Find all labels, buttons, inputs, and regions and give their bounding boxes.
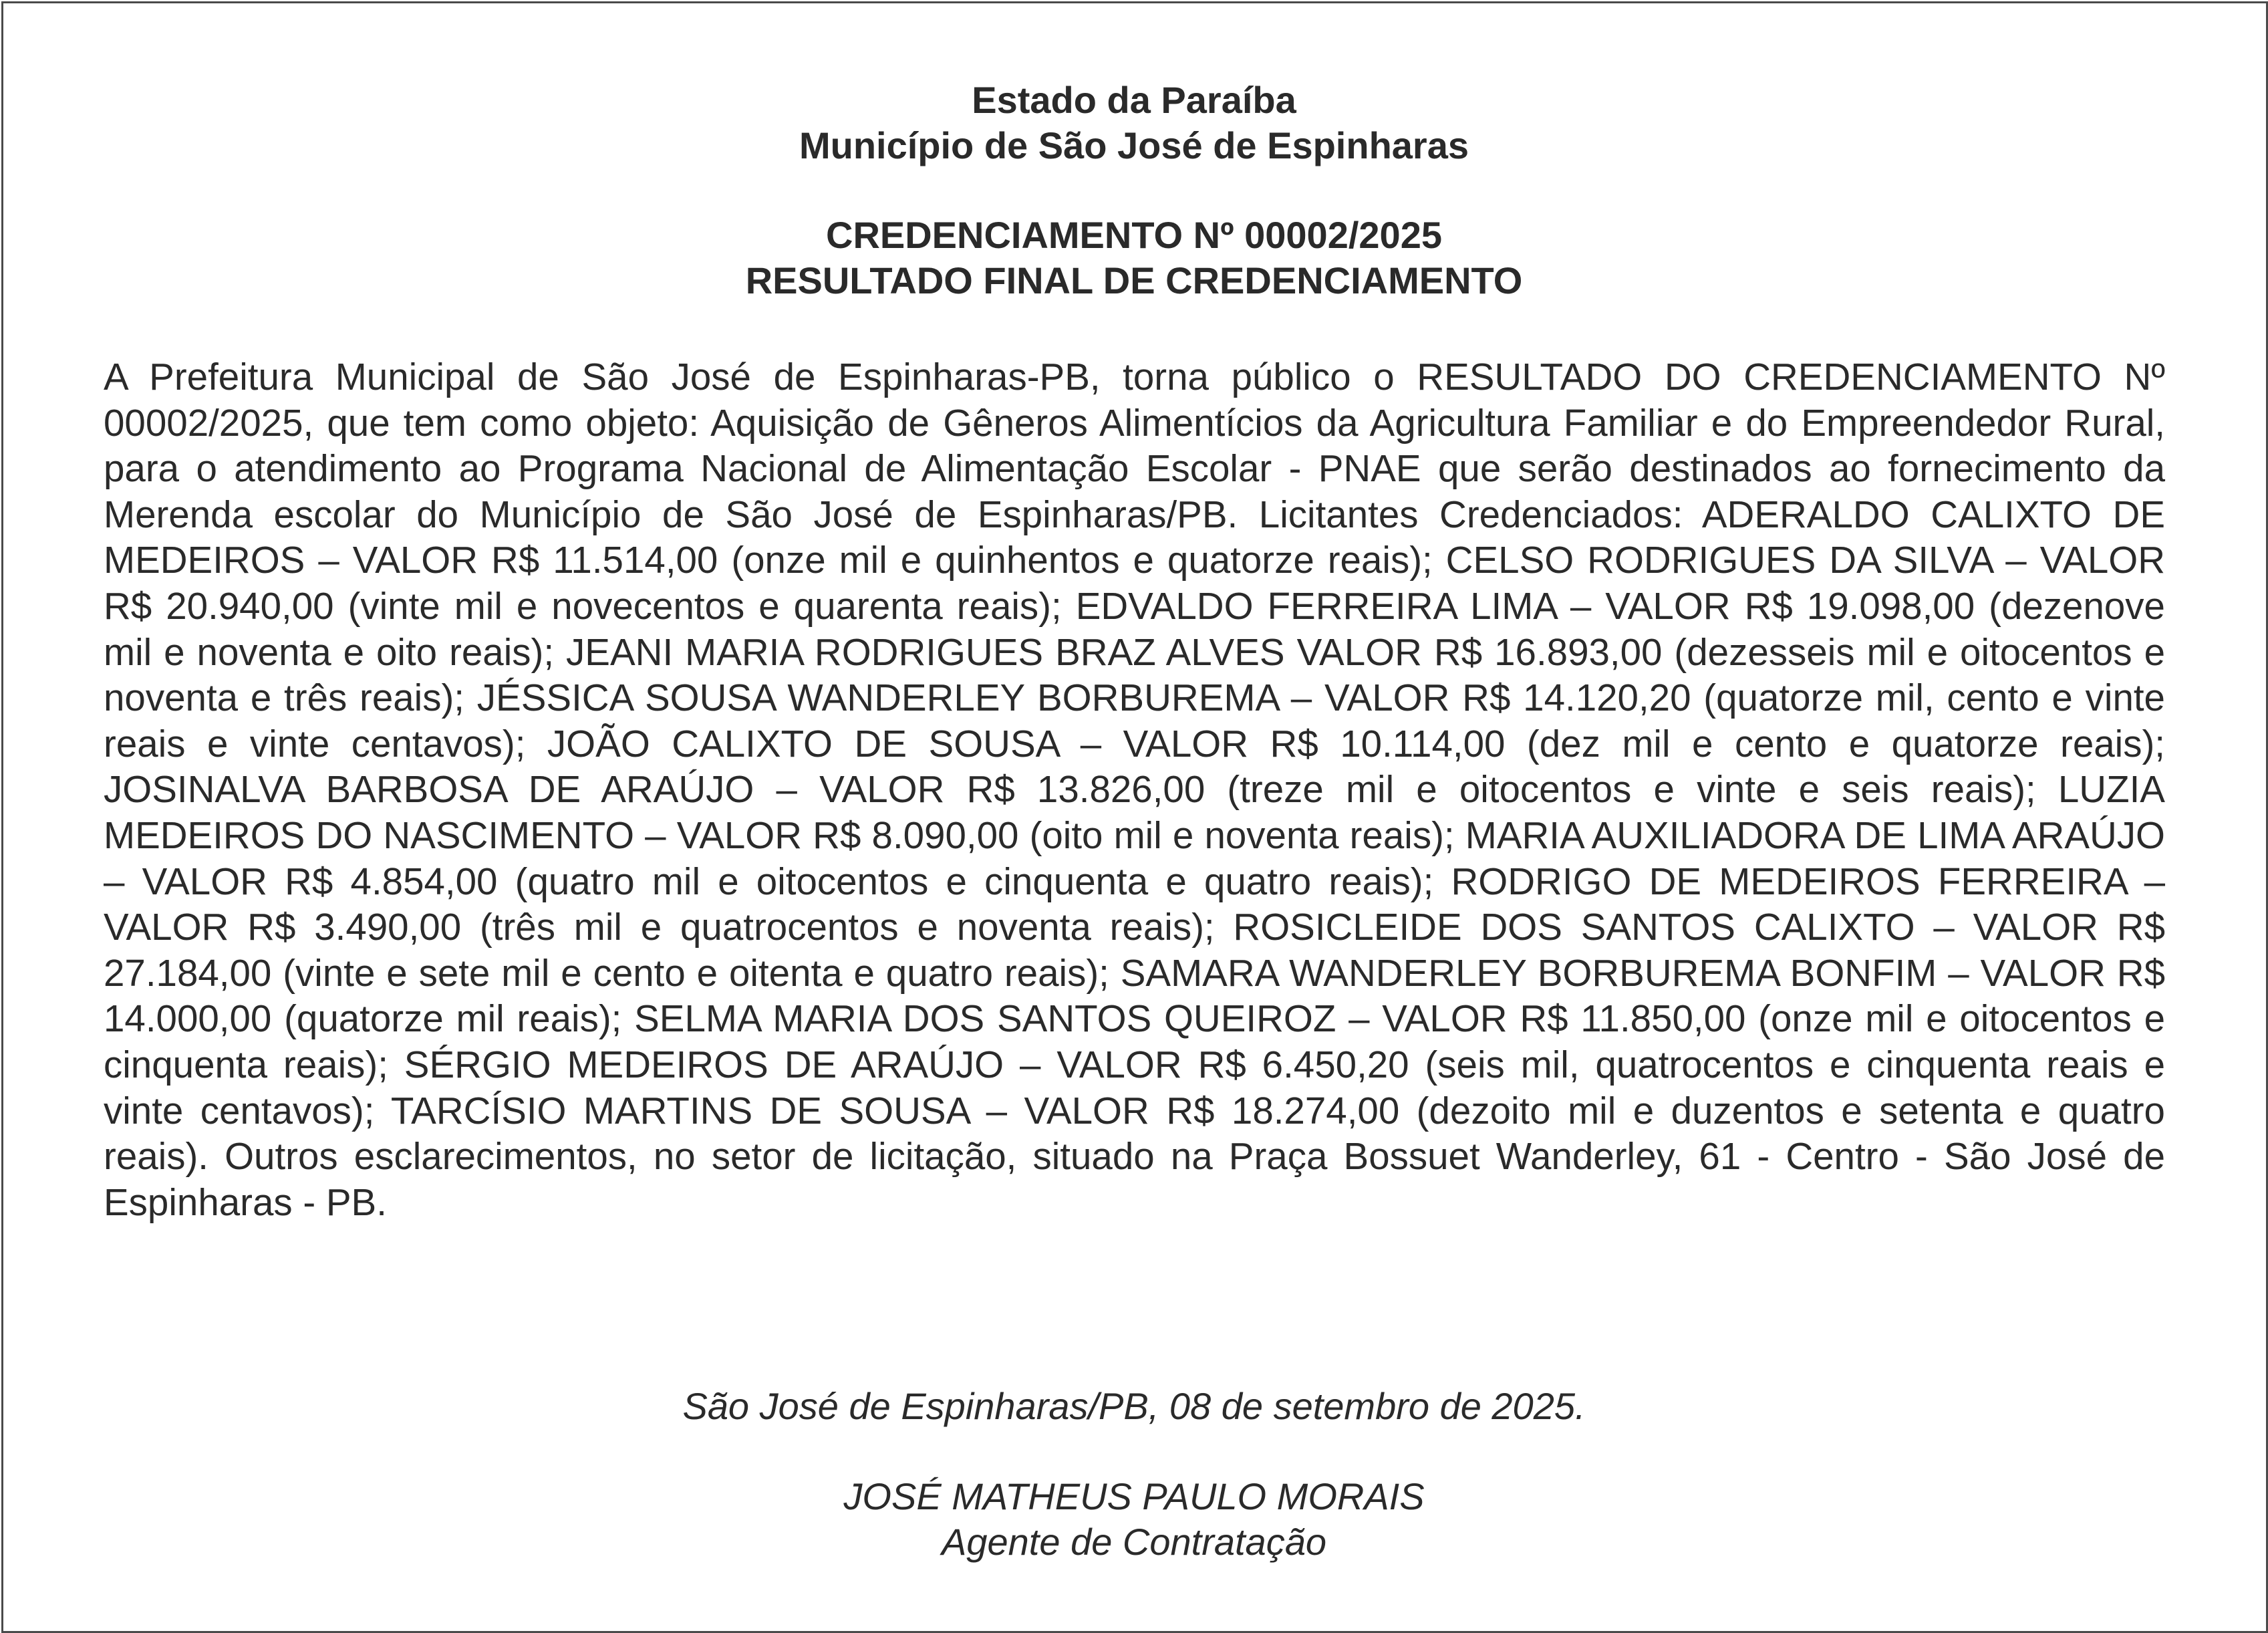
document-header bbox=[0, 78, 2268, 168]
state-name: Estado da Paraíba bbox=[972, 79, 1296, 121]
document-title bbox=[0, 213, 2268, 303]
municipality-name: Município de São José de Espinharas bbox=[799, 124, 1469, 166]
signer-role: Agente de Contratação bbox=[942, 1521, 1326, 1563]
signer-name: JOSÉ MATHEUS PAULO MORAIS bbox=[843, 1475, 1425, 1517]
place-date: São José de Espinharas/PB, 08 de setembro de 2025. bbox=[682, 1385, 1586, 1427]
process-number: CREDENCIAMENTO Nº 00002/2025 bbox=[826, 214, 1442, 256]
result-title: RESULTADO FINAL DE CREDENCIAMENTO bbox=[745, 259, 1523, 301]
notice-body: A Prefeitura Municipal de São José de Espinharas-PB, torna público o RESULTADO DO CREDENCIAMENTO Nº 00002/2025, que tem como objeto: Aquisição de Gêneros Alimentícios da Agricultura Familiar e do Empreendedor Rural, para o atendimento ao Programa Nacional de Alimentação Escolar - PNAE que serão destinados ao fornecimento da Merenda escolar do Município de São José de Espinharas/PB. Licitantes Credenciados: ADERALDO CALIXTO DE MEDEIROS – VALOR R$ 11.514,00 (onze mil e quinhentos e quatorze reais); CELSO RODRIGUES DA SILVA – VALOR R$ 20.940,00 (vinte mil e novecentos e quarenta reais); EDVALDO FERREIRA LIMA – VALOR R$ 19.098,00 (dezenove mil e noventa e oito reais); JEANI MARIA RODRIGUES BRAZ ALVES VALOR R$ 16.893,00 (dezesseis mil e oitocentos e noventa e três reais); JÉSSICA SOUSA WANDERLEY BORBUREMA – VALOR R$ 14.120,20 (quatorze mil, cento e vinte reais e vinte centavos); JOÃO CALIXTO DE SOUSA – VALOR R$ 10.114,00 (dez mil e cento e quatorze reais); JOSINALVA BARBOSA DE ARAÚJO – VALOR R$ 13.826,00 (treze mil e oitocentos e vinte e seis reais); LUZIA MEDEIROS DO NASCIMENTO – VALOR R$ 8.090,00 (oito mil e noventa reais); MARIA AUXILIADORA DE LIMA ARAÚJO – VALOR R$ 4.854,00 (quatro mil e oitocentos e cinquenta e quatro reais); RODRIGO DE MEDEIROS FERREIRA – VALOR R$ 3.490,00 (três mil e quatrocentos e noventa reais); ROSICLEIDE DOS SANTOS CALIXTO – VALOR R$ 27.184,00 (vinte e sete mil e cento e oitenta e quatro reais); SAMARA WANDERLEY BORBUREMA BONFIM – VALOR R$ 14.000,00 (quatorze mil reais); SELMA MARIA DOS SANTOS QUEIROZ – VALOR R$ 11.850,00 (onze mil e oitocentos e cinquenta reais); SÉRGIO MEDEIROS DE ARAÚJO – VALOR R$ 6.450,20 (seis mil, quatrocentos e cinquenta reais e vinte centavos); TARCÍSIO MARTINS DE SOUSA – VALOR R$ 18.274,00 (dezoito mil e duzentos e setenta e quatro reais). Outros esclarecimentos, no setor de licitação, situado na Praça Bossuet Wanderley, 61 - Centro - São José de Espinharas - PB. bbox=[104, 356, 2165, 1223]
signature-block bbox=[0, 1474, 2268, 1565]
